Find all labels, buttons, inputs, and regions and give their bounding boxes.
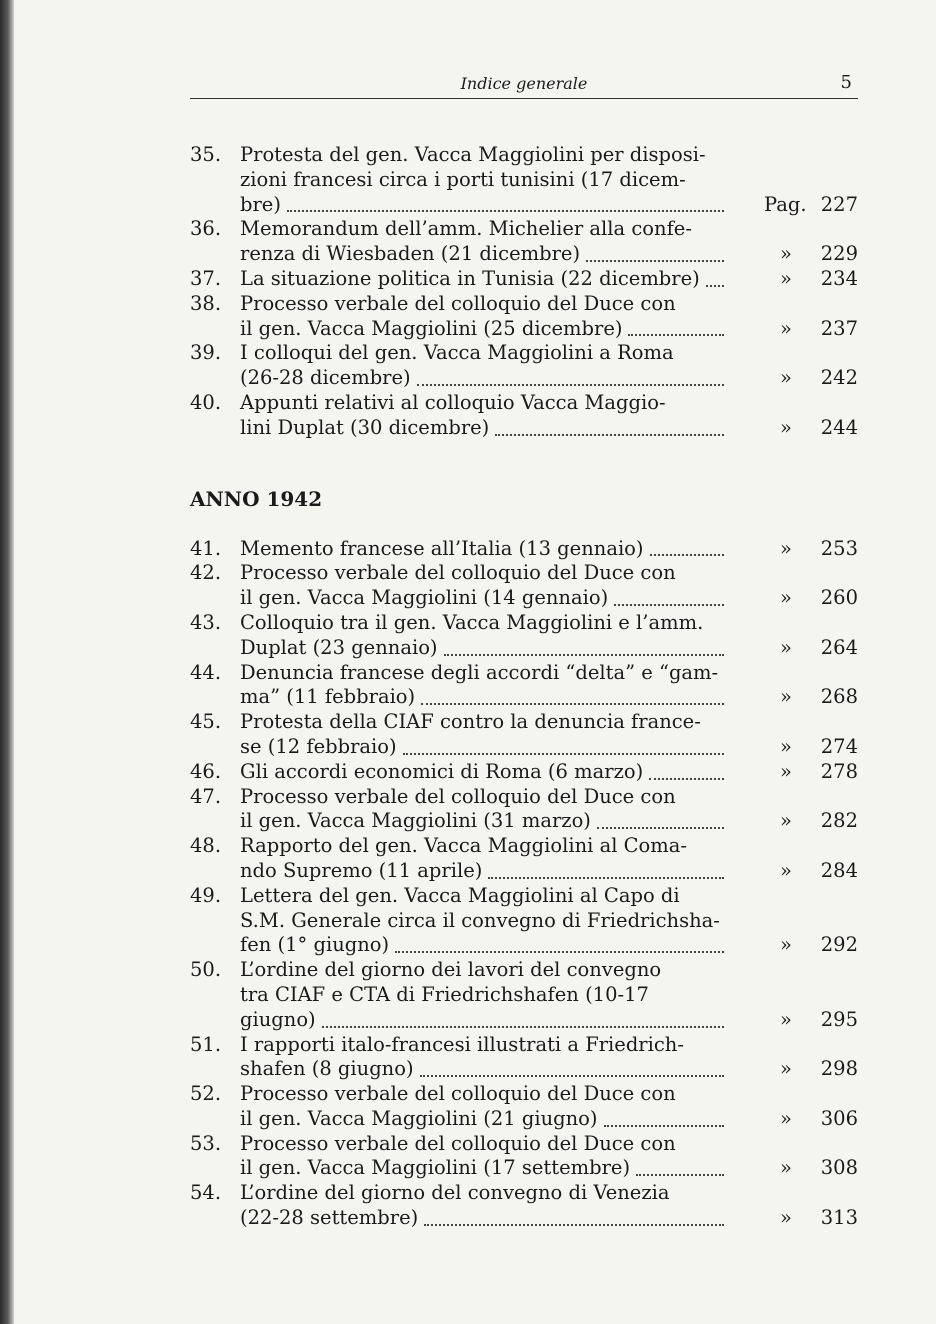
entry-page-ref	[780, 1057, 858, 1082]
entry-title-text: L’ordine del giorno dei lavori del convegno	[240, 958, 662, 982]
entry-number: 46.	[190, 759, 222, 783]
entry-page-ref	[780, 760, 858, 785]
entry-title-line	[240, 217, 724, 242]
entry-page-ref	[780, 242, 858, 267]
entry-title-line	[240, 1132, 724, 1157]
dot-leader	[650, 554, 724, 556]
toc-entry	[190, 785, 858, 835]
entry-page-number: 308	[820, 1156, 858, 1180]
entry-page-number: 313	[820, 1206, 858, 1230]
entry-title	[190, 143, 724, 217]
dot-leader	[403, 753, 724, 755]
page-marker: »	[780, 242, 792, 266]
entry-title-text: shafen (8 giugno)	[240, 1057, 414, 1081]
entry-title-text: L’ordine del giorno del convegno di Venezia	[240, 1181, 670, 1205]
entry-title-line	[240, 1206, 724, 1231]
page-marker: »	[780, 1156, 792, 1180]
entry-title-line	[240, 884, 724, 909]
entry-page-ref	[780, 735, 858, 760]
entry-number: 45.	[190, 710, 222, 734]
entry-title-text: Processo verbale del colloquio del Duce con	[240, 784, 676, 808]
page-marker: »	[780, 858, 792, 882]
entry-page-number: 268	[820, 685, 858, 709]
entry-title-line	[240, 785, 724, 810]
page-marker: »	[780, 759, 792, 783]
dot-leader	[395, 951, 724, 953]
entry-title-text: Duplat (23 gennaio)	[240, 635, 438, 659]
entry-title-line	[240, 292, 724, 317]
page-marker: »	[780, 316, 792, 340]
entry-title-text: Protesta del gen. Vacca Maggiolini per disposi-	[240, 143, 706, 166]
entry-title-text: Protesta della CIAF contro la denuncia france-	[240, 710, 701, 734]
entry-title-line	[240, 537, 724, 562]
entry-page-number: 260	[820, 586, 858, 610]
entry-title-line	[240, 760, 724, 785]
toc-entry	[190, 292, 858, 342]
page-marker: »	[780, 635, 792, 659]
dot-leader	[488, 877, 724, 879]
entry-page-number: 253	[820, 536, 858, 560]
entry-title-line	[240, 636, 724, 661]
entry-title-text: Processo verbale del colloquio del Duce con	[240, 1131, 676, 1155]
entry-title-text: zioni francesi circa i porti tunisini (17 dicem-	[240, 167, 686, 191]
dot-leader	[424, 1224, 724, 1226]
entry-title-line	[240, 1107, 724, 1132]
entry-title-line	[240, 834, 724, 859]
entry-page-number: 227	[820, 192, 858, 216]
entry-title-line	[240, 1181, 724, 1206]
entry-title-text: ma” (11 febbraio)	[240, 685, 416, 709]
entry-title-text: Lettera del gen. Vacca Maggiolini al Capo di	[240, 883, 680, 907]
dot-leader	[444, 654, 724, 656]
dot-leader	[287, 210, 724, 212]
entry-page-number: 306	[820, 1106, 858, 1130]
toc-entry	[190, 884, 858, 958]
entry-title-line	[240, 735, 724, 760]
entry-title-line	[240, 958, 724, 983]
page-marker: »	[780, 734, 792, 758]
entry-title-text: lini Duplat (30 dicembre)	[240, 415, 490, 439]
entry-page-number: 295	[820, 1007, 858, 1031]
entry-title-line	[240, 1057, 724, 1082]
toc-entry	[190, 143, 858, 217]
toc-entry	[190, 537, 858, 562]
entry-page-ref	[780, 1206, 858, 1231]
entry-title	[190, 884, 724, 958]
entry-title-text: Processo verbale del colloquio del Duce con	[240, 561, 676, 585]
entry-title-line	[240, 611, 724, 636]
entry-title-text: giugno)	[240, 1007, 316, 1031]
entry-number: 39.	[190, 341, 222, 365]
page-marker: »	[780, 1057, 792, 1081]
entry-page-number: 278	[820, 759, 858, 783]
entry-page-ref	[780, 685, 858, 710]
dot-leader	[649, 778, 724, 780]
toc-entry	[190, 661, 858, 711]
entry-title-line	[240, 1033, 724, 1058]
entry-page-number: 242	[820, 366, 858, 390]
dot-leader	[614, 604, 724, 606]
entry-title-text: il gen. Vacca Maggiolini (25 dicembre)	[240, 316, 623, 340]
entry-title-text: il gen. Vacca Maggiolini (21 giugno)	[240, 1106, 598, 1130]
entry-title-text: il gen. Vacca Maggiolini (14 gennaio)	[240, 586, 609, 610]
entry-title-line	[240, 391, 724, 416]
entry-title	[190, 760, 724, 785]
running-title: Indice generale	[460, 74, 588, 93]
entry-title-text: I rapporti italo-francesi illustrati a Friedrich-	[240, 1032, 684, 1056]
entry-number: 44.	[190, 660, 222, 684]
entry-page-ref	[780, 1008, 858, 1033]
toc-entry	[190, 710, 858, 760]
entry-title-line	[240, 1008, 724, 1033]
book-binding-shadow	[0, 0, 14, 1324]
entry-title-text: S.M. Generale circa il convegno di Friedrichsha-	[240, 908, 720, 932]
entry-page-number: 234	[820, 266, 858, 290]
toc-entry	[190, 1033, 858, 1083]
entry-title-line	[240, 909, 724, 934]
dot-leader	[597, 827, 724, 829]
entry-title-line	[240, 661, 724, 686]
page-marker: »	[780, 685, 792, 709]
entry-page-ref	[780, 1107, 858, 1132]
dot-leader	[421, 703, 724, 705]
toc-entry	[190, 391, 858, 441]
entry-title-line	[240, 1082, 724, 1107]
entry-title-text: (26-28 dicembre)	[240, 366, 411, 390]
entry-page-ref	[780, 537, 858, 562]
entry-title-line	[240, 267, 724, 292]
page-marker: »	[780, 1106, 792, 1130]
toc-entry	[190, 760, 858, 785]
entry-page-number: 229	[820, 242, 858, 266]
entry-number: 48.	[190, 834, 222, 858]
entry-title-line	[240, 416, 724, 441]
entry-number: 52.	[190, 1082, 222, 1106]
entry-title-text: Colloquio tra il gen. Vacca Maggiolini e l’amm.	[240, 610, 704, 634]
page-marker: »	[780, 1206, 792, 1230]
entry-title-text: Gli accordi economici di Roma (6 marzo)	[240, 759, 644, 783]
entry-page-number: 244	[820, 415, 858, 439]
entry-title-line	[240, 685, 724, 710]
toc-entries	[190, 143, 858, 1231]
page-marker: »	[780, 366, 792, 390]
entry-number: 41.	[190, 536, 222, 560]
entry-title-text: Processo verbale del colloquio del Duce con	[240, 1082, 676, 1106]
dot-leader	[417, 384, 724, 386]
entry-page-ref	[780, 859, 858, 884]
entry-page-ref	[780, 636, 858, 661]
dot-leader	[586, 260, 724, 262]
dot-leader	[495, 434, 724, 436]
page-marker: »	[780, 536, 792, 560]
entry-title-line	[240, 317, 724, 342]
entry-title-line	[240, 168, 724, 193]
entry-title-text: I colloqui del gen. Vacca Maggiolini a Roma	[240, 341, 674, 365]
dot-leader	[706, 285, 724, 287]
entry-title-text: Rapporto del gen. Vacca Maggiolini al Coma-	[240, 834, 688, 858]
entry-number: 35.	[190, 143, 222, 166]
dot-leader	[322, 1026, 724, 1028]
entry-title	[190, 267, 724, 292]
page-marker: »	[780, 586, 792, 610]
entry-title-line	[240, 933, 724, 958]
dot-leader	[636, 1174, 724, 1176]
entry-title-text: Appunti relativi al colloquio Vacca Maggio-	[240, 390, 666, 414]
page-marker: »	[780, 809, 792, 833]
toc-entry	[190, 1082, 858, 1132]
entry-title-line	[240, 1156, 724, 1181]
entry-number: 49.	[190, 883, 222, 907]
entry-title-line	[240, 710, 724, 735]
page-marker: »	[780, 415, 792, 439]
entry-page-ref	[780, 809, 858, 834]
entry-title-text: tra CIAF e CTA di Friedrichshafen (10-17	[240, 982, 649, 1006]
entry-page-number: 298	[820, 1057, 858, 1081]
entry-page-number: 237	[820, 316, 858, 340]
entry-title-text: il gen. Vacca Maggiolini (17 settembre)	[240, 1156, 631, 1180]
entry-page-ref	[780, 267, 858, 292]
entry-page-ref	[780, 586, 858, 611]
entry-number: 40.	[190, 390, 222, 414]
entry-title-text: La situazione politica in Tunisia (22 dicembre)	[240, 266, 700, 290]
entry-title	[190, 958, 724, 1032]
entry-title-text: il gen. Vacca Maggiolini (31 marzo)	[240, 809, 591, 833]
entry-number: 53.	[190, 1131, 222, 1155]
entry-page-ref	[780, 366, 858, 391]
entry-title-text: Memento francese all’Italia (13 gennaio)	[240, 536, 644, 560]
entry-number: 38.	[190, 291, 222, 315]
entry-page-ref	[780, 416, 858, 441]
entry-number: 50.	[190, 958, 222, 982]
toc-entry	[190, 1181, 858, 1231]
entry-number: 51.	[190, 1032, 222, 1056]
entry-title-text: Processo verbale del colloquio del Duce con	[240, 291, 676, 315]
entry-page-number: 274	[820, 734, 858, 758]
entry-title-text: ndo Supremo (11 aprile)	[240, 858, 483, 882]
entry-title-line	[240, 242, 724, 267]
entry-title	[190, 537, 724, 562]
entry-title-text: se (12 febbraio)	[240, 734, 397, 758]
dot-leader	[628, 334, 724, 336]
entry-title-line	[240, 859, 724, 884]
entry-title-text: Memorandum dell’amm. Michelier alla confe-	[240, 217, 692, 241]
toc-entry	[190, 834, 858, 884]
page-number: 5	[840, 72, 852, 93]
entry-title-line	[240, 193, 724, 218]
page-marker: »	[780, 1007, 792, 1031]
toc-entry	[190, 561, 858, 611]
entry-page-number: 282	[820, 809, 858, 833]
entry-page-number: 292	[820, 933, 858, 957]
entry-title-text: fen (1° giugno)	[240, 933, 390, 957]
entry-title-line	[240, 809, 724, 834]
entry-number: 43.	[190, 610, 222, 634]
toc-page	[190, 70, 858, 1231]
page-marker: Pag.	[764, 192, 807, 216]
entry-page-ref	[780, 317, 858, 342]
entry-title-line	[240, 586, 724, 611]
entry-title-line	[240, 366, 724, 391]
running-header	[190, 70, 858, 99]
dot-leader	[604, 1125, 724, 1127]
entry-page-ref	[764, 193, 858, 218]
entry-title-line	[240, 983, 724, 1008]
entry-number: 36.	[190, 217, 222, 241]
entry-title-line	[240, 561, 724, 586]
entry-page-number: 284	[820, 858, 858, 882]
entry-title-text: renza di Wiesbaden (21 dicembre)	[240, 242, 581, 266]
entry-title-text: Denuncia francese degli accordi “delta” e “gam-	[240, 660, 719, 684]
entry-page-number: 264	[820, 635, 858, 659]
entry-title-line	[240, 341, 724, 366]
toc-entry	[190, 217, 858, 267]
section-heading: ANNO 1942	[190, 486, 323, 511]
entry-number: 54.	[190, 1181, 222, 1205]
page-marker: »	[780, 266, 792, 290]
toc-entry	[190, 1132, 858, 1182]
dot-leader	[420, 1075, 724, 1077]
toc-entry	[190, 267, 858, 292]
toc-entry	[190, 958, 858, 1032]
toc-entry	[190, 341, 858, 391]
entry-title-line	[240, 143, 724, 168]
entry-page-ref	[780, 1156, 858, 1181]
entry-number: 37.	[190, 266, 222, 290]
entry-page-ref	[780, 933, 858, 958]
entry-number: 47.	[190, 784, 222, 808]
toc-entry	[190, 611, 858, 661]
entry-number: 42.	[190, 561, 222, 585]
entry-title-text: (22-28 settembre)	[240, 1206, 419, 1230]
entry-title-text: bre)	[240, 192, 281, 216]
page-marker: »	[780, 933, 792, 957]
